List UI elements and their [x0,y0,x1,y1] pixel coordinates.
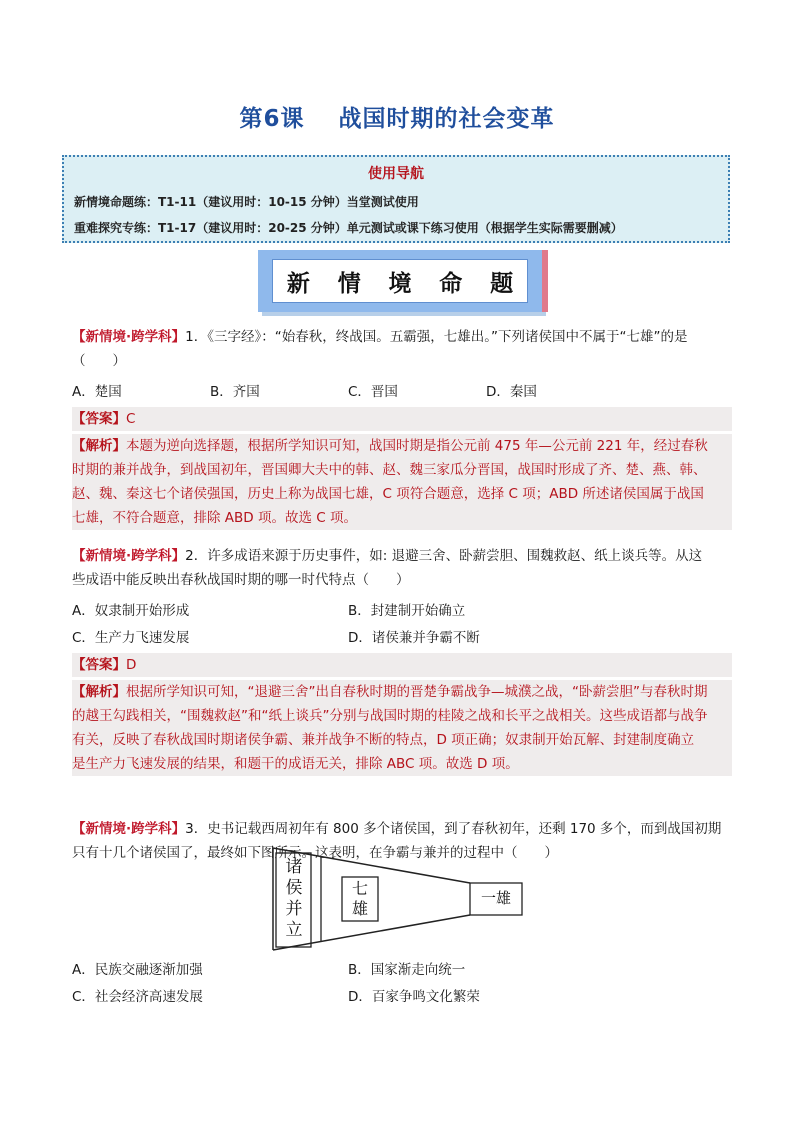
analysis-text: 七雄，不符合题意，排除 ABD 项。故选 C 项。 [72,510,357,526]
usage-navigation-box [62,155,730,243]
analysis-label: 【解析】 [72,684,126,700]
answer-1 [72,407,732,431]
figure-char: 侯 [285,878,303,898]
analysis-text: 赵、魏、秦这七个诸侯强国，历史上称为战国七雄，C 项符合题意，选择 C 项；ABD 所述诸侯国属于战国 [72,486,704,502]
question-1 [72,325,732,373]
banner-char: 题 [490,270,514,297]
banner-char: 境 [388,270,412,297]
analysis-text: 有关，反映了春秋战国时期诸侯争霸、兼并战争不断的特点，D 项正确；奴隶制开始瓦解、封建制度确立 [72,732,695,748]
question-text-cont: （ ） [72,353,126,369]
option-a: A．奴隶制开始形成 [72,603,190,619]
question-tag: 【新情境·跨学科】 [72,821,186,837]
answer-2 [72,653,732,677]
label-qixiong [342,879,378,919]
question-text: 2．许多成语来源于历史事件，如: 退避三舍、卧薪尝胆、围魏救赵、纸上谈兵等。从这 [185,548,703,564]
figure-char: 诸 [285,857,303,877]
analysis-text: 本题为逆向选择题，根据所学知识可知，战国时期是指公元前 475 年—公元前 221 年，经过春秋 [126,438,708,454]
label-yixiong: 一雄 [480,889,511,907]
question-2 [72,544,732,592]
option-a: A．民族交融逐渐加强 [72,962,203,978]
option-b: B．封建制开始确立 [348,603,466,619]
figure-char: 并 [285,899,303,919]
option-b: B．齐国 [210,384,260,400]
question-text-cont: 些成语中能反映出春秋战国时期的哪一时代特点（ ） [72,572,410,588]
answer-value: C [126,411,136,427]
banner-char: 命 [439,270,463,297]
figure-char: 雄 [351,899,368,918]
figure-char: 立 [285,920,303,940]
question-text: 3．史书记载西周初年有 800 多个诸侯国，到了春秋初年，还剩 170 多个，而到战国初期 [185,821,722,837]
option-b: B．国家渐走向统一 [348,962,466,978]
option-c: C．晋国 [348,384,398,400]
analysis-1 [72,434,732,530]
banner-label [272,259,528,303]
analysis-text: 是生产力飞速发展的结果，和题干的成语无关，排除 ABC 项。故选 D 项。 [72,756,519,772]
analysis-label: 【解析】 [72,438,126,454]
analysis-text: 的越王勾践相关，“围魏救赵”和“纸上谈兵”分别与战国时期的桂陵之战和长平之战相关。这些成语都与战争 [72,708,708,724]
question-text-cont: 只有十几个诸侯国了，最终如下图所示。这表明，在争霸与兼并的过程中（ ） [72,845,558,861]
label-zhuhou-bingli [279,857,309,941]
section-banner [258,250,542,312]
question-tag: 【新情境·跨学科】 [72,548,186,564]
banner-char: 新 [286,270,310,297]
lesson-number: 第6课 [239,106,305,132]
answer-value: D [126,657,137,673]
figure-char: 七 [351,879,368,898]
funnel-figure [270,845,540,955]
option-d: D．百家争鸣文化繁荣 [348,989,480,1005]
nav-heading: 使用导航 [368,166,424,182]
analysis-2 [72,680,732,776]
option-c: C．生产力飞速发展 [72,630,190,646]
analysis-text: 根据所学知识可知，“退避三舍”出自春秋时期的晋楚争霸战争—城濮之战，“卧薪尝胆”与春秋时期 [126,684,708,700]
answer-label: 【答案】 [72,411,126,427]
question-text: 1．《三字经》：“始春秋，终战国。五霸强，七雄出。”下列诸侯国中不属于“七雄”的是 [185,329,688,345]
option-a: A．楚国 [72,384,122,400]
nav-row-1: 新情境命题练：T1-11（建议用时：10-15 分钟）当堂测试使用 [74,195,419,209]
banner-char: 情 [337,270,361,297]
lesson-name: 战国时期的社会变革 [338,106,555,132]
analysis-text: 时期的兼并战争，到战国初年，晋国卿大夫中的韩、赵、魏三家瓜分晋国，战国时形成了齐、楚、燕、韩、 [72,462,707,478]
nav-row-2: 重难探究专练：T1-17（建议用时：20-25 分钟）单元测试或课下练习使用（根据学生实际需要删减） [74,221,623,235]
option-c: C．社会经济高速发展 [72,989,203,1005]
option-d: D．秦国 [486,384,537,400]
question-tag: 【新情境·跨学科】 [72,329,186,345]
answer-label: 【答案】 [72,657,126,673]
page-title [0,100,794,133]
option-d: D．诸侯兼并争霸不断 [348,630,480,646]
